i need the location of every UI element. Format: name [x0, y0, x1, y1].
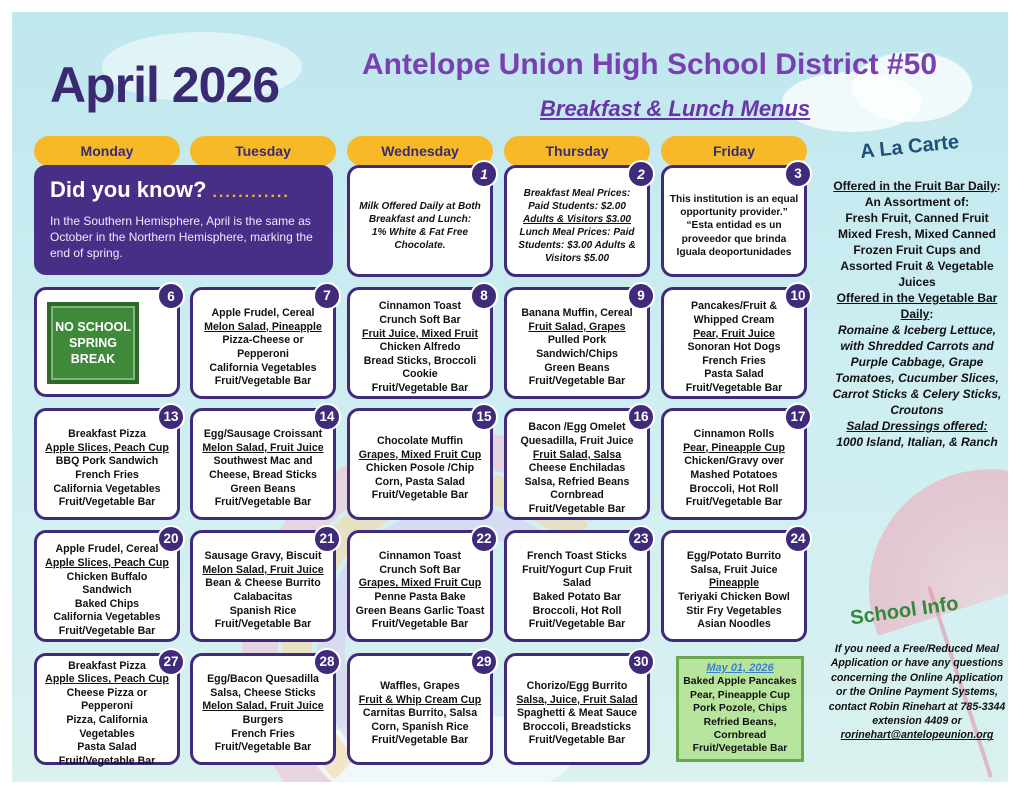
menu-line: Assorted Fruit & Vegetable — [840, 259, 994, 273]
menu-line: Waffles, Grapes — [380, 680, 460, 693]
day-number-badge: 7 — [313, 282, 341, 310]
day-number-badge: 22 — [470, 525, 498, 553]
day-number-badge: 27 — [157, 648, 185, 676]
menu-line: Pear, Fruit Juice — [693, 327, 775, 340]
menu-line: Crunch Soft Bar — [379, 563, 461, 576]
day-cell-1 — [347, 165, 493, 277]
no-school-line: SPRING — [69, 336, 117, 350]
menu-line: Salsa, Fruit Juice — [690, 563, 778, 576]
day-cell-29 — [347, 653, 493, 765]
menu-line: Breakfast Pizza — [68, 428, 146, 441]
menu-line: Chicken Buffalo Sandwich — [66, 570, 148, 597]
menu-line: Melon Salad, Fruit Juice — [202, 563, 324, 576]
no-school-line: BREAK — [70, 352, 116, 366]
fruit-bar-heading: Offered in the Fruit Bar Daily — [833, 179, 997, 193]
day-cell-24 — [661, 530, 807, 642]
menu-line: Asian Noodles — [697, 618, 771, 631]
menu-line: California Vegetables — [209, 361, 317, 374]
menu-line: Teriyaki Chicken Bowl — [678, 591, 790, 603]
menu-line: Fruit/Vegetable Bar — [528, 502, 626, 515]
day-number-badge: 24 — [784, 525, 812, 553]
menu-line: Sausage Gravy, Biscuit — [204, 550, 322, 563]
menu-line: Green Beans Garlic Toast — [355, 604, 485, 617]
menu-line: Fruit/Vegetable Bar — [214, 618, 312, 631]
menu-line: Corn, Spanish Rice — [371, 720, 469, 733]
menu-line: Chorizo/Egg Burrito — [526, 680, 628, 693]
vegetable-bar-heading-colon: : — [929, 307, 934, 321]
day-cell-8 — [347, 287, 493, 399]
menu-line: Penne Pasta Bake — [374, 591, 466, 603]
menu-line: Pancakes/Fruit & — [691, 300, 777, 313]
day-cell-17 — [661, 408, 807, 520]
day-number-badge: 20 — [157, 525, 185, 553]
vegetable-bar-heading: Offered in the Vegetable Bar Daily — [836, 291, 998, 321]
cell-lines — [204, 307, 322, 389]
cell-lines — [683, 428, 785, 510]
menu-line: Bean & Cheese Burrito — [205, 577, 321, 590]
day-number-badge: 9 — [627, 282, 655, 310]
day-header-monday: Monday — [34, 136, 180, 166]
menu-line: Fruit/Vegetable Bar — [214, 741, 312, 754]
menu-line: Fruit/Vegetable Bar — [58, 624, 156, 637]
menu-line: Egg/Bacon Quesadilla — [207, 673, 319, 686]
menu-line: Carnitas Burrito, Salsa — [362, 707, 478, 720]
menu-line: Cheese Enchiladas — [528, 462, 626, 475]
menu-line: “Esta entidad es un — [686, 220, 782, 232]
salad-dressing-heading: Salad Dressings offered: — [846, 419, 988, 433]
menu-line: Fruit/Vegetable Bar — [371, 734, 469, 747]
menu-line: Fruit Juice, Mixed Fruit — [362, 327, 478, 340]
menu-line: Quesadilla, Fruit Juice — [520, 435, 634, 448]
menu-line: Pear, Pineapple Cup — [683, 441, 785, 454]
menu-line: Chicken Alfredo — [379, 341, 461, 354]
menu-line: opportunity provider.” — [680, 207, 788, 219]
day-number-badge: 30 — [627, 648, 655, 676]
menu-line: Broccoli, Hot Roll — [689, 482, 779, 495]
day-cell-22 — [347, 530, 493, 642]
day-number-badge: 29 — [470, 648, 498, 676]
cell-lines — [41, 543, 173, 638]
menu-line: Crunch Soft Bar — [379, 314, 461, 327]
menu-line: Breakfast Pizza — [68, 659, 146, 672]
day-cell-23 — [504, 530, 650, 642]
day-number-badge: 2 — [627, 160, 655, 188]
no-school-line: NO SCHOOL — [55, 320, 131, 334]
day-cell-27 — [34, 653, 180, 765]
menu-line: Corn, Pasta Salad — [374, 475, 466, 488]
school-info-title: School Info — [848, 592, 960, 630]
day-cell-13 — [34, 408, 180, 520]
cell-lines — [41, 660, 173, 769]
menu-line: Students: $3.00 Adults & — [518, 240, 636, 251]
menu-line: Bacon /Egg Omelet — [528, 421, 626, 434]
day-header-wednesday: Wednesday — [347, 136, 493, 166]
cell-lines — [678, 550, 790, 632]
cell-lines — [670, 193, 798, 259]
menu-line: Green Beans — [544, 361, 610, 374]
menu-line: Spaghetti & Meat Sauce — [516, 707, 638, 720]
a-la-carte-title: A La Carte — [859, 130, 961, 164]
day-number-badge: 3 — [784, 160, 812, 188]
menu-line: Fruit/Vegetable Bar — [214, 375, 312, 388]
menu-line: Cinnamon Rolls — [693, 428, 775, 441]
menu-line: Fruit/Vegetable Bar — [685, 381, 783, 394]
menu-line: Pasta Salad — [77, 741, 137, 754]
menu-line: Fruit/Vegetable Bar — [58, 496, 156, 509]
cell-lines — [359, 200, 481, 252]
day-cell-7 — [190, 287, 336, 399]
day-number-badge: 8 — [470, 282, 498, 310]
menu-line: Fruit/Yogurt Cup Fruit — [522, 563, 632, 576]
menu-line: Spanish Rice — [229, 604, 297, 617]
cell-lines — [356, 550, 485, 632]
fruit-bar-lines — [828, 194, 1006, 290]
menu-line: Pasta Salad — [704, 368, 764, 381]
menu-line: Cornbread — [550, 489, 604, 502]
day-header-thursday: Thursday — [504, 136, 650, 166]
did-you-know-title: Did you know? — [50, 177, 207, 202]
menu-line: Juices — [898, 275, 936, 289]
menu-line: California Vegetables — [53, 482, 161, 495]
menu-line: Sandwich/Chips — [536, 348, 618, 360]
did-you-know-heading — [50, 177, 317, 203]
fruit-bar-heading-colon: : — [996, 179, 1001, 193]
cell-lines — [520, 421, 633, 516]
menu-calendar-page — [12, 12, 1008, 782]
day-cell-6 — [34, 287, 180, 397]
no-school-sign — [47, 302, 139, 384]
cell-lines — [686, 300, 783, 395]
menu-line: Pizza-Cheese or — [222, 334, 304, 347]
may-date: May 01, 2026 — [706, 662, 774, 674]
salad-dressing-text: 1000 Island, Italian, & Ranch — [836, 435, 998, 449]
menu-line: This institution is an equal — [669, 193, 799, 205]
menu-line: Fruit/Vegetable Bar — [371, 381, 469, 394]
day-number-badge: 16 — [627, 403, 655, 431]
menu-line: Cheese, Bread Sticks — [209, 469, 317, 481]
day-cell-10 — [661, 287, 807, 399]
cell-lines — [521, 307, 632, 389]
menu-line: Pepperoni — [237, 348, 289, 360]
menu-line: Paid Students: $2.00 — [528, 201, 626, 212]
menu-line: Broccoli, Breadsticks — [522, 720, 632, 733]
menu-line: Fruit/Vegetable Bar — [58, 754, 156, 767]
day-cell-15 — [347, 408, 493, 520]
menu-line: Mashed Potatoes — [690, 469, 778, 481]
menu-line: Egg/Sausage Croissant — [203, 428, 323, 441]
day-cell-14 — [190, 408, 336, 520]
cell-lines — [202, 550, 323, 632]
menu-line: Breakfast Meal Prices: — [523, 188, 631, 199]
menu-line: Pizza, California Vegetables — [66, 714, 148, 740]
menu-line: Apple Slices, Peach Cup — [45, 673, 169, 686]
did-you-know-box — [34, 165, 333, 275]
menu-line: Bread Sticks, Broccoli — [363, 354, 477, 367]
menu-line: Baked Potato Bar — [532, 591, 622, 603]
menu-line: Fruit Salad, Salsa — [532, 448, 622, 461]
vegetable-bar-text: Romaine & Iceberg Lettuce, with Shredded Carrots and Purple Cabbage, Grape Tomatoes, Cucumber Slices, Carrot Sticks & Celery Sticks, Croutons — [832, 323, 1002, 417]
cell-lines — [202, 428, 323, 510]
menu-line: Lunch Meal Prices: Paid — [519, 227, 635, 238]
menu-line: Green Beans — [230, 482, 296, 495]
menu-line: French Fries — [75, 469, 139, 481]
menu-line: Fruit/Vegetable Bar — [528, 734, 626, 747]
menu-line: 1% White & Fat Free — [371, 227, 469, 238]
menu-line: Stir Fry Vegetables — [686, 604, 782, 617]
day-cell-20 — [34, 530, 180, 642]
menu-line: Iguala deoportunidades — [676, 246, 792, 258]
menu-line: Apple Frudel, Cereal — [55, 543, 159, 556]
may-preview-box — [676, 656, 804, 762]
menu-line: Fruit/Vegetable Bar — [371, 489, 469, 502]
menu-line: French Fries — [702, 354, 766, 367]
menu-line: Fruit/Vegetable Bar — [214, 496, 312, 509]
menu-line: Fruit/Vegetable Bar — [528, 375, 626, 388]
menu-line: Sonoran Hot Dogs — [687, 341, 781, 354]
menu-line: Pulled Pork — [547, 334, 607, 347]
menu-line: Egg/Potato Burrito — [686, 550, 782, 563]
menu-line: French Toast Sticks — [527, 550, 627, 563]
a-la-carte-section — [828, 178, 1006, 450]
cell-lines — [362, 300, 478, 395]
menu-line: Salad — [562, 577, 592, 590]
menu-line: Cookie — [402, 368, 438, 381]
menu-line: Mixed Fresh, Mixed Canned — [837, 227, 997, 241]
day-number-badge: 10 — [784, 282, 812, 310]
district-title: Antelope Union High School District #50 — [362, 48, 938, 81]
menu-line: BBQ Pork Sandwich — [55, 455, 159, 468]
menus-subtitle: Breakfast & Lunch Menus — [540, 96, 811, 121]
day-cell-16 — [504, 408, 650, 520]
menu-line: Salsa, Cheese Sticks — [210, 686, 316, 699]
menu-line: Grapes, Mixed Fruit Cup — [358, 448, 482, 461]
menu-line: Cinnamon Toast — [378, 300, 462, 313]
menu-line: Melon Salad, Fruit Juice — [202, 441, 324, 454]
menu-line: Southwest Mac and — [213, 455, 313, 468]
menu-line: Fruit/Vegetable Bar — [685, 496, 783, 509]
menu-line: Chocolate. — [394, 240, 446, 251]
menu-line: Chocolate Muffin — [377, 435, 463, 448]
menu-line: An Assortment of: — [864, 195, 970, 209]
menu-line: Banana Muffin, Cereal — [521, 307, 633, 320]
day-cell-28 — [190, 653, 336, 765]
day-cell-21 — [190, 530, 336, 642]
cell-lines — [359, 680, 481, 748]
day-cell-9 — [504, 287, 650, 399]
cell-lines — [45, 428, 169, 510]
day-number-badge: 21 — [313, 525, 341, 553]
menu-line: Melon Salad, Fruit Juice — [202, 700, 324, 713]
day-number-badge: 6 — [157, 282, 185, 310]
menu-line: Fruit/Vegetable Bar — [528, 618, 626, 631]
day-header-tuesday: Tuesday — [190, 136, 336, 166]
did-you-know-dots: ............ — [212, 184, 290, 201]
menu-line: Frozen Fruit Cups and — [853, 243, 981, 257]
menu-line: Apple Frudel, Cereal — [211, 307, 315, 320]
day-cell-2 — [504, 165, 650, 277]
cell-lines — [522, 550, 632, 632]
menu-line: Chicken Posole /Chip — [365, 462, 475, 475]
menu-line: proveedor que brinda — [681, 233, 787, 245]
menu-line: Fresh Fruit, Canned Fruit — [845, 211, 989, 225]
did-you-know-text: In the Southern Hemisphere, April is the same as October in the Northern Hemisphere, marking the end of spring. — [50, 214, 313, 260]
month-title: April 2026 — [50, 57, 280, 113]
menu-line: Salsa, Juice, Fruit Salad — [516, 693, 638, 706]
cell-lines — [202, 673, 323, 755]
menu-line: Milk Offered Daily at Both — [359, 201, 481, 212]
contact-email-link[interactable]: rorinehart@antelopeunion.org — [840, 729, 994, 742]
day-header-friday: Friday — [661, 136, 807, 166]
menu-line: Baked Chips — [74, 597, 140, 610]
menu-line: Cheese Pizza or Pepperoni — [66, 686, 148, 713]
menu-line: Pork Pozole, Chips — [692, 703, 788, 715]
menu-line: Melon Salad, Pineapple — [204, 320, 322, 333]
menu-line: Broccoli, Hot Roll — [532, 604, 622, 617]
day-number-badge: 13 — [157, 403, 185, 431]
menu-line: Pear, Pineapple Cup — [690, 689, 790, 701]
menu-line: Burgers — [242, 714, 284, 726]
menu-line: Pineapple — [708, 577, 760, 590]
cell-lines — [518, 187, 635, 265]
menu-line: Cornbread — [713, 730, 767, 742]
menu-line: Fruit Salad, Grapes — [528, 320, 626, 333]
menu-line: Fruit & Whip Cream Cup — [358, 693, 482, 706]
menu-line: Visitors $5.00 — [544, 253, 610, 264]
may-lines — [679, 675, 801, 755]
menu-line: Fruit/Vegetable Bar — [692, 743, 788, 755]
day-number-badge: 28 — [313, 648, 341, 676]
menu-line: Breakfast and Lunch: — [368, 214, 472, 225]
cell-lines — [359, 435, 481, 503]
cell-lines — [516, 680, 637, 748]
menu-line: Grapes, Mixed Fruit Cup — [358, 577, 482, 590]
menu-line: Baked Apple Pancakes — [683, 676, 797, 688]
menu-line: Refried Beans, — [703, 716, 777, 728]
school-info-text: If you need a Free/Reduced Meal Application or have any questions concerning the Online Application or the Online Payment Systems, contact Robin Rinehart at 785-3344 extension 4409 or — [828, 643, 1006, 728]
day-number-badge: 23 — [627, 525, 655, 553]
menu-line: Chicken/Gravy over — [684, 455, 784, 468]
day-cell-3 — [661, 165, 807, 277]
menu-line: French Fries — [231, 727, 295, 740]
menu-line: Cinnamon Toast — [378, 550, 462, 563]
menu-line: Salsa, Refried Beans — [524, 475, 630, 488]
day-cell-30 — [504, 653, 650, 765]
school-info-section — [828, 642, 1006, 743]
menu-line: Apple Slices, Peach Cup — [45, 441, 169, 454]
menu-line: Calabacitas — [233, 591, 293, 603]
menu-line: California Vegetables — [53, 611, 161, 624]
menu-line: Fruit/Vegetable Bar — [371, 618, 469, 631]
day-number-badge: 14 — [313, 403, 341, 431]
day-number-badge: 17 — [784, 403, 812, 431]
menu-line: Whipped Cream — [693, 314, 775, 327]
day-number-badge: 1 — [470, 160, 498, 188]
menu-line: Apple Slices, Peach Cup — [45, 557, 169, 570]
day-number-badge: 15 — [470, 403, 498, 431]
menu-line: Adults & Visitors $3.00 — [523, 214, 631, 225]
